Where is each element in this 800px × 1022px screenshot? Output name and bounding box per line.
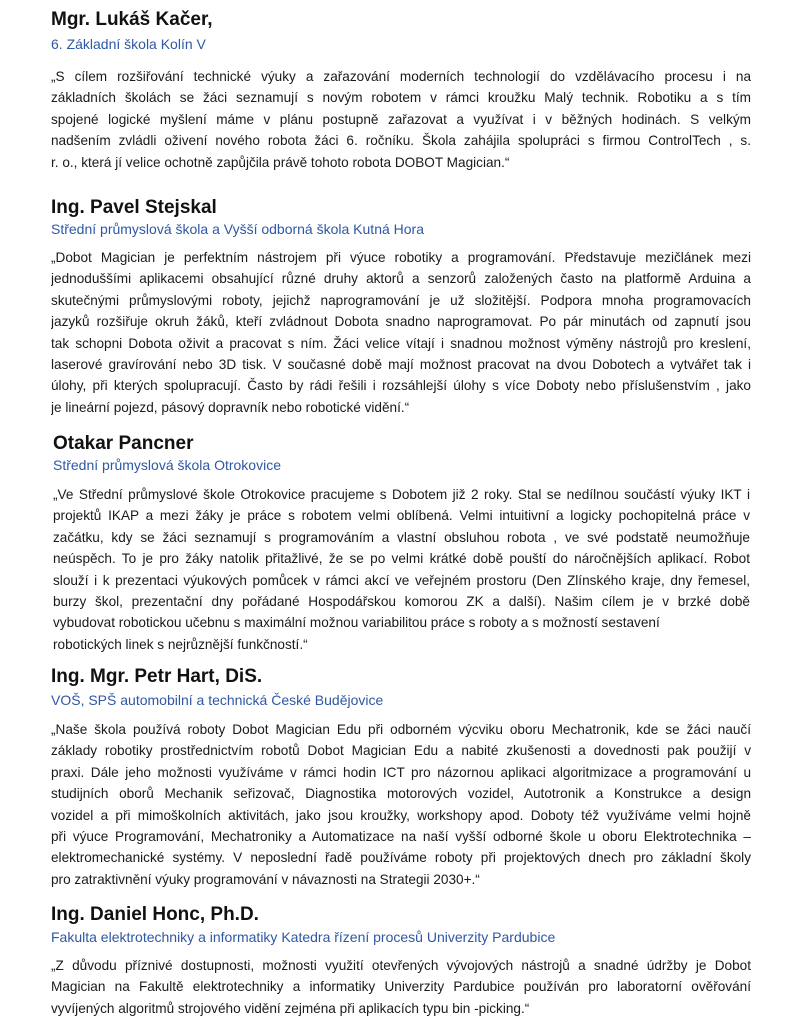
quote-line: r. o., která jí velice ochotně zapůjčila právě tohoto robota DOBOT Magician.“ (51, 154, 510, 170)
author-school: Střední průmyslová škola a Vyšší odborná škola Kutná Hora (51, 221, 425, 237)
quote-line: „Dobot Magician je perfektním nástrojem při výuce robotiky a programování. Představuje mezičlánek mezi (51, 250, 751, 265)
quote-line: robotických linek s nejrůznější funkčností.“ (53, 636, 308, 652)
author-school: 6. Základní škola Kolín V (51, 36, 206, 52)
quote-line: „S cílem rozšiřování technické výuky a zařazování moderních technologií do vzdělávacího procesu i na (51, 69, 751, 84)
quote-line: tak schopni Dobota oživit a pracovat s ním. Žáci velice vítají i snadnou možnost výměny nástrojů pro kreslení, (51, 335, 751, 351)
quote-line: burzy škol, prezentační dny pořádané Hospodářskou komorou ZK a další). Našim cílem je v brzké době (53, 594, 750, 610)
quote-line: jednoduššími aplikacemi obsahující různé druhy aktorů a senzorů založených často na platformě Arduina a (51, 271, 751, 287)
quote-line: projektů IKAP a mezi žáky je práce s robotem velmi oblíbená. Velmi intuitivní a logicky pochopitelná práce v (53, 508, 750, 524)
quote-line: začátku, kdy se žáci seznamují s programováním a vlastní obsluhou robota , ve své podstatě neumožňuje (53, 529, 750, 545)
quote-line: studijních oborů Mechanik seřizovač, Diagnostika motorových vozidel, Autotronik a Konstrukce a design (51, 786, 751, 802)
quote-line: základy robotiky prostřednictvím robotů Dobot Magician Edu a nabité zkušenosti a dovednosti pak použijí v (51, 743, 751, 759)
quote-line: „Ve Střední průmyslové škole Otrokovice pracujeme s Dobotem již 2 roky. Stal se nedílnou součástí výuky IKT i (53, 487, 750, 502)
testimonial-quote (51, 66, 751, 173)
author-name: Mgr. Lukáš Kačer, (51, 9, 213, 30)
quote-line: nadšením zvládli oživení nového robota žáci 6. ročníku. Škola zahájila spolupráci s firmou ControlTech , s. (51, 133, 751, 149)
quote-line: úlohy, při kterých spolupracují. Často by rádi řešili i rozsáhlejší úlohy s více Doboty nebo příslušenstvím , jako (51, 378, 751, 394)
quote-line: vyvíjených algoritmů strojového vidění zejména při aplikacích typu bin -picking.“ (51, 1000, 530, 1016)
quote-line: základních školách se žáci seznamují s novým robotem v rámci kroužku Malý technik. Robotiku a s tím (51, 90, 751, 106)
quote-line: neúspěch. To je pro žáky natolik přitažlivé, že se po velmi krátké době pouští do náročnějších aplikací. Robot (53, 551, 750, 567)
author-school: VOŠ, SPŠ automobilní a technická České Budějovice (51, 692, 384, 708)
quote-line: skutečnými průmyslovými roboty, jejichž naprogramování je už složitější. Podpora mnoha programovacích (51, 292, 751, 308)
quote-line: praxi. Dále jeho možnosti využíváme v rámci hodin ICT pro názornou aplikaci algoritmizace a programování u (51, 764, 751, 780)
author-school: Fakulta elektrotechniky a informatiky Katedra řízení procesů Univerzity Pardubice (51, 929, 556, 945)
quote-line: je lineární pojezd, pásový dopravník nebo robotické vidění.“ (51, 399, 410, 415)
testimonial-quote (51, 247, 751, 418)
author-school: Střední průmyslová škola Otrokovice (53, 457, 281, 473)
author-name: Otakar Pancner (53, 433, 194, 454)
testimonial-quote (51, 955, 751, 1019)
quote-line: slouží i k prezentaci výukových pomůcek v rámci akcí ve veřejném prostoru (Den Zlínského kraje, dny řemesel, (53, 572, 750, 588)
quote-line: pro zatraktivnění výuky programování v návaznosti na Strategii 2030+.“ (51, 871, 480, 887)
author-name: Ing. Daniel Honc, Ph.D. (51, 904, 259, 925)
author-name: Ing. Pavel Stejskal (51, 197, 217, 218)
testimonial-quote (51, 719, 751, 890)
quote-line: vybudovat robotickou učebnu s maximální možnou variabilitou práce s roboty a s možností sestavení (53, 615, 660, 631)
author-name: Ing. Mgr. Petr Hart, DiS. (51, 666, 263, 687)
quote-line: Magician na Fakultě elektrotechniky a informatiky Univerzity Pardubice používán pro laboratorní ověřování (51, 979, 751, 995)
quote-line: při výuce Programování, Mechatroniky a Automatizace na naší vyšší odborné škole u oboru Elektrotechnika – (51, 829, 751, 845)
quote-line: spojené logické myšlení máme v plánu postupně zařazovat a využívat i v běžných hodinách. S velkým (51, 111, 751, 127)
testimonial-quote (53, 484, 750, 655)
quote-line: laserové gravírování nebo 3D tisk. V současné době mají možnost pracovat na dvou Dobotech a vytvářet tak i (51, 357, 751, 373)
quote-line: jazyků rozšiřuje okruh žáků, kteří zvládnout Dobota snadno naprogramovat. Po pár minutách od zapnutí jsou (51, 314, 751, 330)
quote-line: „Z důvodu příznivé dostupnosti, možnosti využití otevřených vývojových nástrojů a snadné údržby je Dobot (51, 958, 751, 973)
quote-line: „Naše škola používá roboty Dobot Magician Edu při odborném výcviku oboru Mechatronik, kde se žáci naučí (51, 722, 751, 737)
quote-line: vozidel a při mimoškolních aktivitách, jako jsou kroužky, workshopy apod. Doboty též využíváme velmi hojně (51, 807, 751, 823)
quote-line: elektromechanické systémy. V neposlední řadě používáme roboty při projektových dnech pro základní školy (51, 850, 751, 866)
